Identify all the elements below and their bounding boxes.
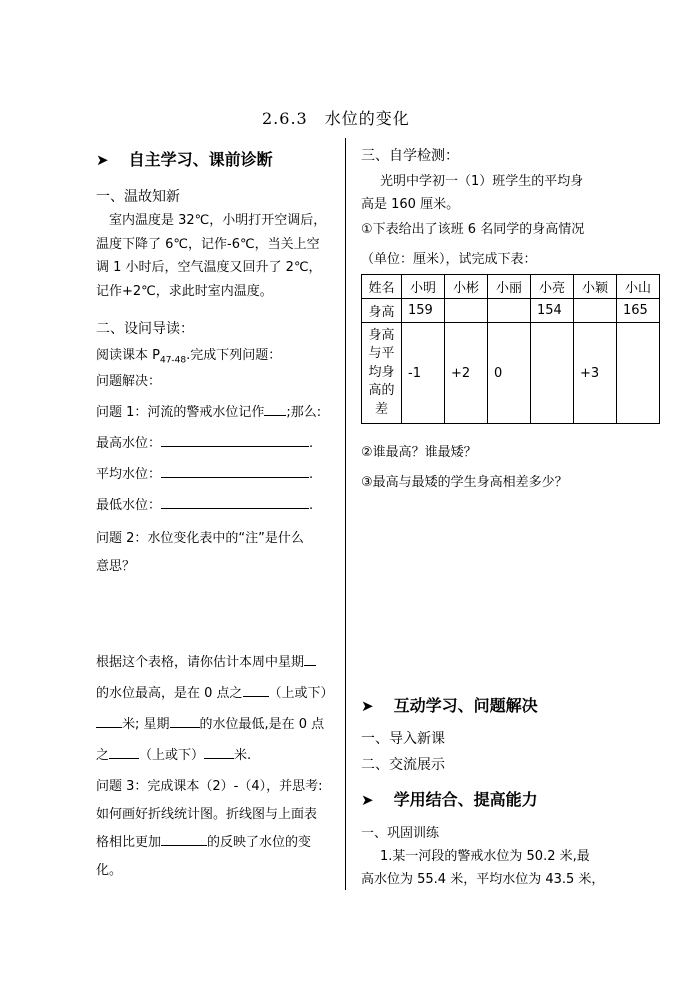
table-cell[interactable] — [445, 299, 488, 323]
table-row — [362, 323, 660, 424]
max-water-level-line: 最高水位： . — [96, 436, 314, 451]
table-instruction-2: （单位：厘米），试完成下表： — [361, 252, 537, 267]
avg-water-level-line: 平均水位： . — [96, 467, 314, 482]
question-3: 问题 3：完成课本（2）-（4），并思考: 如何画好折线统计图。折线图与上面表 格相比更加 的反映了水位的变 化。 — [96, 779, 323, 878]
table-cell: 165 — [617, 299, 660, 323]
heading-self-test: 三、自学检测： — [361, 148, 459, 164]
table-cell: 0 — [488, 323, 531, 424]
table-header-cell: 小亮 — [531, 275, 574, 299]
estimate-line-3: 米; 星期 的水位最低,是在 0 点 — [96, 713, 324, 732]
height-table — [361, 274, 660, 424]
problem-solve-label: 问题解决： — [96, 374, 162, 389]
blank-warning-level[interactable] — [264, 414, 286, 416]
question-2: 问题 2：水位变化表中的“注”是什么 意思？ — [96, 531, 304, 574]
blank-above-below-1[interactable] — [243, 695, 269, 697]
table-cell: 159 — [402, 299, 445, 323]
arrow-bullet-icon: ➤ — [361, 791, 374, 809]
table-header-row — [362, 275, 660, 299]
question-1: 问题 1：河流的警戒水位记作 ;那么: — [96, 405, 322, 420]
table-cell[interactable] — [574, 299, 617, 323]
table-header-cell: 姓名 — [362, 275, 402, 299]
intro-line-2: 高是 160 厘米。 — [361, 197, 460, 212]
section-heading-interactive: ➤ 互动学习、问题解决 — [361, 696, 538, 715]
question-tallest-shortest: ②谁最高？谁最矮？ — [361, 445, 477, 460]
section-heading-self-study: ➤ 自主学习、课前诊断 — [96, 150, 273, 169]
paragraph-room-temperature: 室内温度是 32℃，小明打开空调后， 温度下降了 6℃，记作-6℃，当关上空 调 1 小时后，空气温度又回升了 2℃， 记作+2℃，求此时室内温度。 — [96, 213, 327, 299]
blank-more-intuitive[interactable] — [161, 844, 207, 846]
table-cell: -1 — [402, 323, 445, 424]
table-header-cell: 小丽 — [488, 275, 531, 299]
column-divider — [345, 138, 346, 890]
blank-min-level[interactable] — [161, 507, 309, 509]
blank-weekday-low[interactable] — [170, 726, 200, 728]
table-cell[interactable] — [617, 323, 660, 424]
table-cell: +2 — [445, 323, 488, 424]
exercise-line-1: 1.某一河段的警戒水位为 50.2 米,最 — [380, 849, 590, 864]
estimate-line-2: 的水位最高，是在 0 点之 （上或下） — [96, 686, 334, 701]
read-textbook-line: 阅读课本 $P_{47-48}$.完成下列问题： — [96, 348, 282, 366]
min-water-level-line: 最低水位： . — [96, 498, 314, 513]
table-cell[interactable] — [531, 323, 574, 424]
table-instruction-1: ①下表给出了该班 6 名同学的身高情况 — [361, 222, 585, 237]
table-row — [362, 299, 660, 323]
table-row-label: 身高 与平 均身 高的 差 — [362, 323, 402, 424]
blank-meters-1[interactable] — [96, 726, 122, 728]
question-height-difference: ③最高与最矮的学生身高相差多少？ — [361, 475, 568, 490]
arrow-bullet-icon: ➤ — [361, 697, 374, 715]
table-header-cell: 小彬 — [445, 275, 488, 299]
item-exchange-display: 二、交流展示 — [361, 757, 445, 773]
table-header-cell: 小明 — [402, 275, 445, 299]
table-cell: +3 — [574, 323, 617, 424]
blank-weekday-high[interactable] — [304, 664, 316, 666]
table-header-cell: 小山 — [617, 275, 660, 299]
table-row-label: 身高 — [362, 299, 402, 323]
blank-max-level[interactable] — [161, 445, 309, 447]
blank-above-below-2[interactable] — [109, 757, 139, 759]
heading-consolidation: 一、巩固训练 — [361, 826, 440, 841]
item-intro-new-lesson: 一、导入新课 — [361, 731, 445, 747]
blank-meters-2[interactable] — [204, 757, 234, 759]
intro-line-1: 光明中学初一（1）班学生的平均身 — [380, 174, 584, 189]
exercise-line-2: 高水位为 55.4 米，平均水位为 43.5 米， — [361, 872, 605, 887]
blank-avg-level[interactable] — [161, 476, 309, 478]
heading-review: 一、温故知新 — [96, 189, 180, 205]
heading-guided-reading: 二、设问导读： — [96, 321, 194, 337]
estimate-line-4: 之 （上或下） 米. — [96, 748, 252, 763]
estimate-line-1: 根据这个表格，请你估计本周中星期 — [96, 651, 316, 670]
arrow-bullet-icon: ➤ — [96, 151, 109, 169]
section-heading-apply: ➤ 学用结合、提高能力 — [361, 790, 538, 809]
table-header-cell: 小颖 — [574, 275, 617, 299]
page-title: 2.6.3 水位的变化 — [262, 109, 410, 128]
table-cell: 154 — [531, 299, 574, 323]
table-cell[interactable] — [488, 299, 531, 323]
